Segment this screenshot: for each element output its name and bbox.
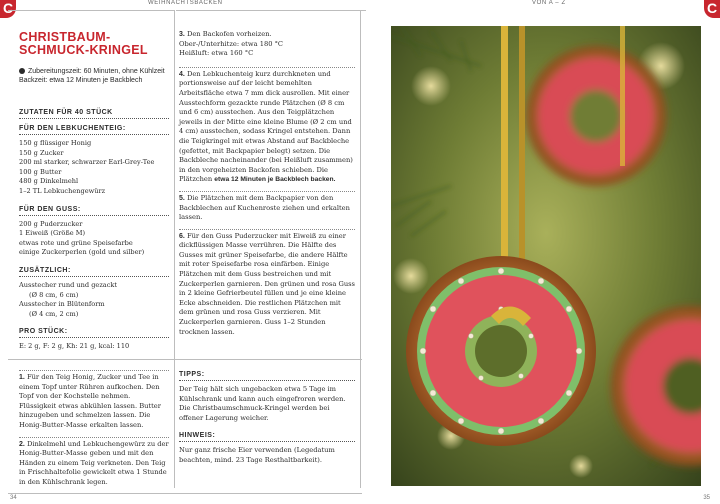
note-text: Nur ganz frische Eier verwenden (Legedatum beachten, mind. 23 Tage Resthaltbarkeit). xyxy=(179,446,335,464)
step-1 xyxy=(19,370,169,431)
page-number-right: 35 xyxy=(703,495,710,501)
step-text: Heißluft: etwa 160 °C xyxy=(179,49,254,58)
ingredient-line: einige Zuckerperlen (gold und silber) xyxy=(19,248,145,257)
ingredient-line: (Ø 8 cm, 6 cm) xyxy=(29,290,79,299)
step-4 xyxy=(179,67,355,185)
step-text: Den Backofen vorheizen. xyxy=(186,30,272,38)
note-heading: HINWEIS: xyxy=(179,432,355,442)
running-head-left: WEIHNACHTSBACKEN xyxy=(148,0,223,6)
tips-text: Der Teig hält sich ungebacken etwa 5 Tage im Kühlschrank und kann auch eingefroren werden. Die Christbaumschmuck-Kringel werden bei offener Lagerung weicher. xyxy=(179,385,346,422)
ingredient-line: 480 g Dinkelmehl xyxy=(19,177,79,186)
icing-ingredients xyxy=(19,220,169,258)
cookie-ornament-main xyxy=(406,256,596,446)
cookie-ornament-photo xyxy=(391,26,701,486)
step-number: 5. xyxy=(179,194,185,202)
extra-heading: ZUSÄTZLICH: xyxy=(19,267,169,277)
step-text-bold: etwa 12 Minuten je Backblech backen. xyxy=(214,176,336,184)
section-rule xyxy=(8,359,362,360)
title-line: CHRISTBAUM- xyxy=(19,30,111,44)
title-line: SCHMUCK-KRINGEL xyxy=(19,43,148,57)
header-rule-mid xyxy=(176,10,366,11)
running-head-right: VON A – Z xyxy=(532,0,566,6)
step-5 xyxy=(179,191,355,223)
chapter-tab-right: C xyxy=(704,0,720,18)
nutrition-heading: PRO STÜCK: xyxy=(19,328,169,338)
time-info xyxy=(19,67,169,85)
step-text: Dinkelmehl und Lebkuchengewürz zu der Honig-Butter-Masse geben und mit den Händen zu einem Teig verkneten. Den Teig in Frischhaltefolie gewickelt etwa 1 Stunde in den Kühlschrank legen. xyxy=(19,439,169,486)
column-rule-right xyxy=(360,10,361,488)
ingredient-line: (Ø 4 cm, 2 cm) xyxy=(29,309,79,318)
tips-column xyxy=(179,362,355,472)
dough-ingredients xyxy=(19,139,169,197)
step-text: Für den Teig Honig, Zucker und Tee in einem Topf unter Rühren aufkochen. Den Topf von der Kochstelle nehmen. Flüssigkeit etwas abkühlen lassen. Butter hinzugeben und schmelzen lassen. Die Honig-Butter-Masse erkalten lassen. xyxy=(19,373,161,429)
ingredient-line: 1–2 TL Lebkuchengewürz xyxy=(19,186,106,195)
steps-column xyxy=(179,28,355,340)
step-number: 2. xyxy=(19,440,25,448)
ingredient-line: 100 g Butter xyxy=(19,167,62,176)
tips-heading: TIPPS: xyxy=(179,371,355,381)
step-text: Den Lebkuchenteig kurz durchkneten und portionsweise auf der leicht bemehlten Arbeitsfläche etwa 7 mm dick ausrollen. Mit einer Ausstechform gezackte runde Plätzchen (Ø 8 cm und 6 cm) ausstechen. Aus den Teigplätzchen jeweils in der Mitte eine kleine Blume (Ø 2 cm und 4 cm) ausstechen, sodass Kringel entstehen. Dann die Teigkringel mit etwas Abstand auf Backbleche (gefettet, mit Backpapier belegt) setzen. Die Backbleche nacheinander (bei Heißluft zusammen) in den vorgeheizten Backofen schieben. Die Plätzchen xyxy=(179,69,353,184)
nutrition-values: E: 2 g, F: 2 g, Kh: 21 g, kcal: 110 xyxy=(19,342,130,351)
footer-rule xyxy=(8,493,362,494)
ingredient-line: Ausstecher rund und gezackt xyxy=(19,280,118,289)
step-number: 6. xyxy=(179,232,185,240)
chapter-tab-left: C xyxy=(0,0,16,18)
yield-heading: ZUTATEN FÜR 40 STÜCK xyxy=(19,109,169,119)
cookie-background-top xyxy=(526,46,666,186)
ingredient-line: Ausstecher in Blütenform xyxy=(19,300,105,309)
step-text: Für den Guss Puderzucker mit Eiweiß zu einer dickflüssigen Masse verrühren. Die Hälfte des Gusses mit grüner Speisefarbe, die andere Hälfte mit roter Speisefarbe rosa einfärben. Einige Plätzchen mit dem Guss bestreichen und mit Zuckerperlen garnieren. Den grünen und rosa Guss in 2 kleine Gefrierbeutel füllen und je eine kleine Ecke abschneiden. Die restlichen Plätzchen mit dem grünen und rosa Guss verzieren. Mit Zuckerperlen garnieren. Guss 1–2 Stunden trocknen lassen. xyxy=(179,231,355,336)
step-number: 1. xyxy=(19,374,25,381)
extra-equipment xyxy=(19,281,169,319)
header-rule-left xyxy=(8,10,174,11)
step-6 xyxy=(179,229,355,338)
ingredient-line: 150 g Zucker xyxy=(19,148,64,157)
ingredient-line: etwas rote und grüne Speisefarbe xyxy=(19,238,133,247)
ingredient-line: 200 g Puderzucker xyxy=(19,219,83,228)
column-rule-left xyxy=(174,10,175,488)
prep-time: Zubereitungszeit: 60 Minuten, ohne Kühlzeit xyxy=(28,68,165,75)
step-3 xyxy=(179,28,355,59)
bake-time: Backzeit: etwa 12 Minuten je Backblech xyxy=(19,77,143,84)
steps-start-column xyxy=(19,370,169,491)
clock-icon xyxy=(19,68,25,74)
step-2 xyxy=(19,437,169,488)
ingredient-line: 200 ml starker, schwarzer Earl-Grey-Tee xyxy=(19,158,155,167)
step-text: Ober-/Unterhitze: etwa 180 °C xyxy=(179,39,284,48)
ingredient-line: 1 Eiweiß (Größe M) xyxy=(19,229,86,238)
step-text: Die Plätzchen mit dem Backpapier von den Backblechen auf Kuchenroste ziehen und erkalten lassen. xyxy=(179,193,350,222)
ingredients-column xyxy=(19,31,169,352)
ingredient-line: 150 g flüssiger Honig xyxy=(19,139,92,147)
dough-heading: FÜR DEN LEBKUCHENTEIG: xyxy=(19,125,169,135)
step-number: 4. xyxy=(179,70,185,78)
recipe-title xyxy=(19,31,169,57)
icing-heading: FÜR DEN GUSS: xyxy=(19,206,169,216)
photo-illustration xyxy=(391,26,701,486)
step-number: 3. xyxy=(179,31,185,38)
page-number-left: 34 xyxy=(10,495,17,501)
